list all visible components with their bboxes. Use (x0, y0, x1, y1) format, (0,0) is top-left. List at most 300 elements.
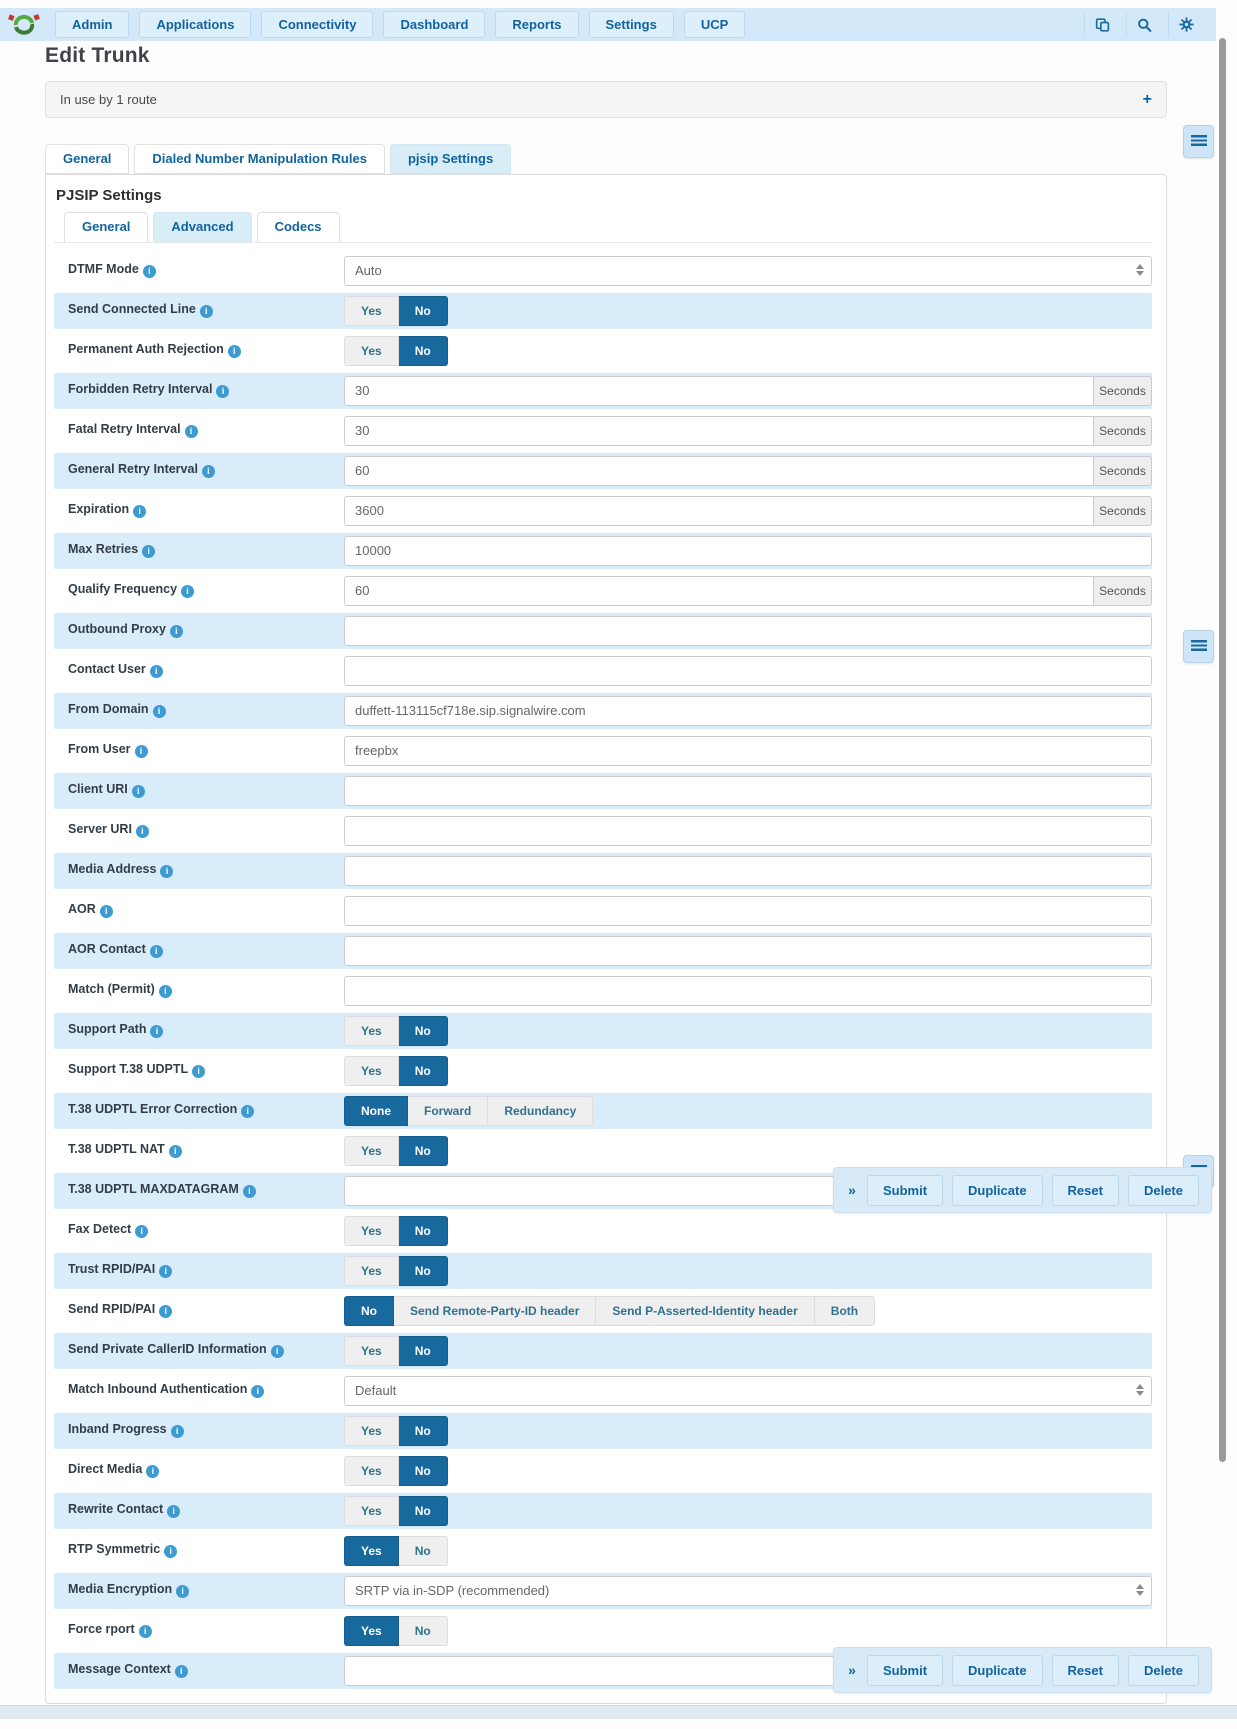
field-label: Media Address (68, 862, 157, 876)
info-icon[interactable]: i (251, 1385, 264, 1398)
support-path-option-no[interactable]: No (399, 1016, 448, 1046)
trunk-tabs (45, 144, 1167, 174)
field-label: Expiration (68, 502, 130, 516)
menu-item-admin[interactable]: Admin (55, 11, 129, 38)
form-row-from-domain (54, 693, 1152, 729)
menu-item-settings[interactable]: Settings (589, 11, 674, 38)
info-icon[interactable]: i (167, 1505, 180, 1518)
field-label-cell (54, 1333, 344, 1369)
field-label-cell (54, 653, 344, 689)
field-control-cell (344, 1133, 1152, 1169)
field-label-cell (54, 293, 344, 329)
main-menu (55, 11, 745, 38)
select-arrows-icon (1136, 1584, 1144, 1596)
form-row-force-rport (54, 1613, 1152, 1649)
send-rpid-pai-option-send-p-asserted-identity-header[interactable]: Send P-Asserted-Identity header (596, 1296, 814, 1326)
field-control-cell (344, 533, 1152, 569)
field-label-cell (54, 1573, 344, 1609)
force-rport-option-no[interactable]: No (399, 1616, 448, 1646)
info-icon[interactable]: i (135, 745, 148, 758)
send-rpid-pai-option-send-remote-party-id-header[interactable]: Send Remote-Party-ID header (394, 1296, 596, 1326)
tab-advanced[interactable]: Advanced (153, 212, 251, 242)
info-icon[interactable]: i (150, 945, 163, 958)
form-row-message-context (54, 1653, 1183, 1689)
field-label: Forbidden Retry Interval (68, 382, 213, 396)
info-icon[interactable]: i (146, 1465, 159, 1478)
field-control-cell (344, 293, 1152, 329)
form-row-outbound-proxy (54, 613, 1152, 649)
form-row-t-38-udptl-maxdatagram (54, 1173, 1183, 1209)
field-label: Match Inbound Authentication (68, 1382, 248, 1396)
rtp-symmetric-option-no[interactable]: No (399, 1536, 448, 1566)
permanent-auth-rejection-option-yes[interactable]: Yes (344, 336, 399, 366)
unit-addon: Seconds (1094, 576, 1152, 606)
fax-detect-option-no[interactable]: No (399, 1216, 448, 1246)
unit-addon: Seconds (1094, 456, 1152, 486)
select-arrows-icon (1136, 1384, 1144, 1396)
permanent-auth-rejection-option-no[interactable]: No (399, 336, 448, 366)
form-row-send-rpid-pai (54, 1293, 1152, 1329)
collapse-icon[interactable]: » (848, 1182, 856, 1198)
field-label-cell (54, 1293, 344, 1329)
info-icon[interactable]: i (243, 1185, 256, 1198)
match-inbound-authentication-select[interactable] (344, 1376, 1152, 1406)
field-control-cell (344, 373, 1152, 409)
expiration-input-group (344, 496, 1152, 526)
field-control-cell (344, 613, 1152, 649)
field-control-cell (344, 1533, 1152, 1569)
field-label-cell (54, 1373, 344, 1409)
field-control-cell (344, 933, 1152, 969)
qualify-frequency-input[interactable]: 60 (344, 576, 1094, 606)
aor-contact-input[interactable] (344, 936, 1152, 966)
field-label-cell (54, 333, 344, 369)
info-icon[interactable]: i (181, 585, 194, 598)
field-label: Fax Detect (68, 1222, 132, 1236)
field-label: Media Encryption (68, 1582, 173, 1596)
navbar-icons (1084, 12, 1194, 37)
media-encryption-select[interactable] (344, 1576, 1152, 1606)
form-row-server-uri (54, 813, 1152, 849)
menu-item-reports[interactable]: Reports (495, 11, 578, 38)
t-38-udptl-error-correction-option-none[interactable]: None (344, 1096, 408, 1126)
field-control-cell (344, 253, 1152, 289)
info-icon[interactable]: i (136, 825, 149, 838)
side-panel-toggle-button[interactable] (1183, 125, 1214, 158)
field-label-cell (54, 1613, 344, 1649)
field-label: Send Connected Line (68, 302, 196, 316)
section-heading: PJSIP Settings (56, 187, 162, 204)
field-label: RTP Symmetric (68, 1542, 161, 1556)
form-row-send-private-callerid-information (54, 1333, 1152, 1369)
field-label-cell (54, 453, 344, 489)
info-icon[interactable]: i (216, 385, 229, 398)
from-user-input[interactable]: freepbx (344, 736, 1152, 766)
direct-media-option-no[interactable]: No (399, 1456, 448, 1486)
floating-action-bar (833, 1647, 1212, 1693)
field-control-cell (344, 1453, 1152, 1489)
form-row-support-t-38-udptl (54, 1053, 1152, 1089)
aor-contact-input-group (344, 936, 1152, 966)
field-label-cell (54, 533, 344, 569)
reset-button[interactable]: Reset (1052, 1655, 1119, 1686)
field-label: Send RPID/PAI (68, 1302, 156, 1316)
fatal-retry-interval-input[interactable]: 30 (344, 416, 1094, 446)
support-t-38-udptl-option-no[interactable]: No (399, 1056, 448, 1086)
form-row-media-address (54, 853, 1152, 889)
field-label-cell (54, 1133, 344, 1169)
fatal-retry-interval-input-group (344, 416, 1152, 446)
field-control-cell (344, 1013, 1152, 1049)
selected-value: SRTP via in-SDP (recommended) (355, 1583, 550, 1598)
delete-button[interactable]: Delete (1128, 1175, 1199, 1206)
info-icon[interactable]: i (200, 305, 213, 318)
freepbx-logo[interactable] (8, 11, 40, 38)
force-rport-option-yes[interactable]: Yes (344, 1616, 399, 1646)
info-icon[interactable]: i (176, 1585, 189, 1598)
info-icon[interactable]: i (159, 985, 172, 998)
info-icon[interactable]: i (159, 1305, 172, 1318)
general-retry-interval-input-group (344, 456, 1152, 486)
side-panel-toggle-button[interactable] (1183, 630, 1214, 663)
field-label: Trust RPID/PAI (68, 1262, 156, 1276)
freepbx-logo-glyph (8, 11, 40, 38)
rtp-symmetric-options (344, 1536, 448, 1566)
send-private-callerid-information-options (344, 1336, 448, 1366)
qualify-frequency-input-group (344, 576, 1152, 606)
field-control-cell (344, 333, 1152, 369)
info-icon[interactable]: i (164, 1545, 177, 1558)
t-38-udptl-error-correction-option-redundancy[interactable]: Redundancy (488, 1096, 593, 1126)
form-row-general-retry-interval (54, 453, 1152, 489)
info-icon[interactable]: i (150, 1025, 163, 1038)
send-rpid-pai-option-both[interactable]: Both (815, 1296, 875, 1326)
rewrite-contact-options (344, 1496, 448, 1526)
media-address-input[interactable] (344, 856, 1152, 886)
from-domain-input-group (344, 696, 1152, 726)
field-label-cell (54, 373, 344, 409)
pjsip-subtabs (54, 212, 1152, 243)
menu-item-dashboard[interactable]: Dashboard (383, 11, 485, 38)
info-icon[interactable]: i (241, 1105, 254, 1118)
fax-detect-options (344, 1216, 448, 1246)
usage-notice[interactable] (45, 81, 1167, 118)
field-label: Message Context (68, 1662, 171, 1676)
duplicate-button[interactable]: Duplicate (952, 1175, 1043, 1206)
support-path-options (344, 1016, 448, 1046)
form-row-rtp-symmetric (54, 1533, 1152, 1569)
t-38-udptl-error-correction-option-forward[interactable]: Forward (408, 1096, 488, 1126)
vertical-scrollbar[interactable] (1219, 38, 1226, 1462)
field-label-cell (54, 733, 344, 769)
field-label: Support Path (68, 1022, 147, 1036)
field-control-cell (344, 1333, 1152, 1369)
client-uri-input[interactable] (344, 776, 1152, 806)
selected-value: Auto (355, 263, 382, 278)
tab-dialed-number-manipulation-rules[interactable]: Dialed Number Manipulation Rules (134, 144, 385, 174)
field-label-cell (54, 693, 344, 729)
field-label: Fatal Retry Interval (68, 422, 181, 436)
menu-item-ucp[interactable]: UCP (684, 11, 745, 38)
field-label-cell (54, 813, 344, 849)
page-content (45, 44, 1183, 1704)
form-row-direct-media (54, 1453, 1152, 1489)
t-38-udptl-nat-options (344, 1136, 448, 1166)
expiration-input[interactable]: 3600 (344, 496, 1094, 526)
dtmf-mode-select[interactable] (344, 256, 1152, 286)
pages-icon[interactable] (1084, 12, 1110, 37)
field-label-cell (54, 973, 344, 1009)
field-control-cell (344, 1373, 1152, 1409)
send-rpid-pai-options (344, 1296, 875, 1326)
send-private-callerid-information-option-no[interactable]: No (399, 1336, 448, 1366)
unit-addon: Seconds (1094, 416, 1152, 446)
field-label: AOR Contact (68, 942, 146, 956)
field-label-cell (54, 1053, 344, 1089)
form-row-match-inbound-authentication (54, 1373, 1152, 1409)
field-control-cell (344, 653, 1152, 689)
form-row-client-uri (54, 773, 1152, 809)
tab-general[interactable]: General (64, 212, 148, 242)
unit-addon: Seconds (1094, 376, 1152, 406)
pjsip-settings-panel (45, 174, 1183, 1704)
field-label: Outbound Proxy (68, 622, 166, 636)
info-icon[interactable]: i (171, 1425, 184, 1438)
field-label-cell (54, 1653, 344, 1689)
fax-detect-option-yes[interactable]: Yes (344, 1216, 399, 1246)
field-control-cell (344, 453, 1152, 489)
tab-general[interactable]: General (45, 144, 129, 174)
field-label-cell (54, 1013, 344, 1049)
send-connected-line-option-yes[interactable]: Yes (344, 296, 399, 326)
info-icon[interactable]: i (160, 865, 173, 878)
form-row-support-path (54, 1013, 1152, 1049)
rewrite-contact-option-yes[interactable]: Yes (344, 1496, 399, 1526)
field-control-cell (344, 1253, 1152, 1289)
max-retries-input[interactable]: 10000 (344, 536, 1152, 566)
gear-icon[interactable] (1168, 12, 1194, 37)
forbidden-retry-interval-input[interactable]: 30 (344, 376, 1094, 406)
server-uri-input-group (344, 816, 1152, 846)
info-icon[interactable]: i (175, 1665, 188, 1678)
send-connected-line-options (344, 296, 448, 326)
t-38-udptl-error-correction-options (344, 1096, 593, 1126)
submit-button[interactable]: Submit (867, 1655, 943, 1686)
field-label: AOR (68, 902, 96, 916)
send-private-callerid-information-option-yes[interactable]: Yes (344, 1336, 399, 1366)
field-label-cell (54, 1213, 344, 1249)
trust-rpid-pai-options (344, 1256, 448, 1286)
general-retry-interval-input[interactable]: 60 (344, 456, 1094, 486)
form-row-trust-rpid-pai (54, 1253, 1152, 1289)
field-control-cell (344, 1493, 1152, 1529)
field-label-cell (54, 893, 344, 929)
field-label-cell (54, 1493, 344, 1529)
t-38-udptl-nat-option-yes[interactable]: Yes (344, 1136, 399, 1166)
support-t-38-udptl-option-yes[interactable]: Yes (344, 1056, 399, 1086)
tab-codecs[interactable]: Codecs (257, 212, 340, 242)
field-label: Qualify Frequency (68, 582, 178, 596)
field-label: Max Retries (68, 542, 139, 556)
send-connected-line-option-no[interactable]: No (399, 296, 448, 326)
form-row-from-user (54, 733, 1152, 769)
field-control-cell (344, 1613, 1152, 1649)
field-control-cell (344, 973, 1152, 1009)
page-title: Edit Trunk (45, 44, 150, 67)
info-icon[interactable]: i (153, 705, 166, 718)
direct-media-options (344, 1456, 448, 1486)
form-row-t-38-udptl-nat (54, 1133, 1152, 1169)
info-icon[interactable]: i (185, 425, 198, 438)
reset-button[interactable]: Reset (1052, 1175, 1119, 1206)
trust-rpid-pai-option-no[interactable]: No (399, 1256, 448, 1286)
field-label-cell (54, 1533, 344, 1569)
field-label: Permanent Auth Rejection (68, 342, 224, 356)
field-label: DTMF Mode (68, 262, 139, 276)
rtp-symmetric-option-yes[interactable]: Yes (344, 1536, 399, 1566)
media-address-input-group (344, 856, 1152, 886)
outbound-proxy-input[interactable] (344, 616, 1152, 646)
inband-progress-options (344, 1416, 448, 1446)
contact-user-input[interactable] (344, 656, 1152, 686)
info-icon[interactable]: i (100, 905, 113, 918)
expand-icon[interactable]: + (1142, 91, 1152, 108)
info-icon[interactable]: i (192, 1065, 205, 1078)
unit-addon: Seconds (1094, 496, 1152, 526)
contact-user-input-group (344, 656, 1152, 686)
info-icon[interactable]: i (271, 1345, 284, 1358)
field-label-cell (54, 1173, 344, 1209)
footer-bar (0, 1705, 1237, 1719)
form-row-fatal-retry-interval (54, 413, 1152, 449)
form-row-permanent-auth-rejection (54, 333, 1152, 369)
info-icon[interactable]: i (150, 665, 163, 678)
field-label-cell (54, 1453, 344, 1489)
menu-item-applications[interactable]: Applications (139, 11, 251, 38)
tab-pjsip-settings[interactable]: pjsip Settings (390, 144, 511, 174)
form-row-rewrite-contact (54, 1493, 1152, 1529)
delete-button[interactable]: Delete (1128, 1655, 1199, 1686)
field-label: Force rport (68, 1622, 135, 1636)
submit-button[interactable]: Submit (867, 1175, 943, 1206)
select-arrows-icon (1136, 264, 1144, 276)
from-domain-input[interactable]: duffett-113115cf718e.sip.signalwire.com (344, 696, 1152, 726)
form-row-send-connected-line (54, 293, 1152, 329)
form-row-aor-contact (54, 933, 1152, 969)
aor-input[interactable] (344, 896, 1152, 926)
support-t-38-udptl-options (344, 1056, 448, 1086)
inband-progress-option-yes[interactable]: Yes (344, 1416, 399, 1446)
field-label: From User (68, 742, 131, 756)
field-label-cell (54, 613, 344, 649)
top-navbar (0, 8, 1216, 41)
forbidden-retry-interval-input-group (344, 376, 1152, 406)
rewrite-contact-option-no[interactable]: No (399, 1496, 448, 1526)
field-label-cell (54, 773, 344, 809)
field-control-cell (344, 573, 1152, 609)
field-label: Contact User (68, 662, 146, 676)
server-uri-input[interactable] (344, 816, 1152, 846)
form-row-fax-detect (54, 1213, 1152, 1249)
field-label: Server URI (68, 822, 132, 836)
send-rpid-pai-option-no[interactable]: No (344, 1296, 394, 1326)
aor-input-group (344, 896, 1152, 926)
field-label: T.38 UDPTL NAT (68, 1142, 165, 1156)
menu-item-connectivity[interactable]: Connectivity (261, 11, 373, 38)
field-label-cell (54, 1413, 344, 1449)
pjsip-advanced-form (54, 253, 1183, 1689)
info-icon[interactable]: i (139, 1625, 152, 1638)
selected-value: Default (355, 1383, 397, 1398)
field-label-cell (54, 493, 344, 529)
collapse-icon[interactable]: » (848, 1662, 856, 1678)
list-icon (1191, 135, 1207, 148)
search-icon[interactable] (1126, 12, 1152, 37)
field-label-cell (54, 413, 344, 449)
field-label: Client URI (68, 782, 128, 796)
field-control-cell (344, 693, 1152, 729)
inband-progress-option-no[interactable]: No (399, 1416, 448, 1446)
trust-rpid-pai-option-yes[interactable]: Yes (344, 1256, 399, 1286)
form-row-match-permit (54, 973, 1152, 1009)
field-label: Inband Progress (68, 1422, 167, 1436)
info-icon[interactable]: i (169, 1145, 182, 1158)
info-icon[interactable]: i (142, 545, 155, 558)
field-label: Match (Permit) (68, 982, 155, 996)
form-row-contact-user (54, 653, 1152, 689)
field-label: Direct Media (68, 1462, 143, 1476)
info-icon[interactable]: i (228, 345, 241, 358)
field-control-cell (344, 1413, 1152, 1449)
field-label-cell (54, 853, 344, 889)
field-label-cell (54, 253, 344, 289)
info-icon[interactable]: i (159, 1265, 172, 1278)
info-icon[interactable]: i (132, 785, 145, 798)
direct-media-option-yes[interactable]: Yes (344, 1456, 399, 1486)
match-permit-input[interactable] (344, 976, 1152, 1006)
field-control-cell (344, 493, 1152, 529)
info-icon[interactable]: i (202, 465, 215, 478)
from-user-input-group (344, 736, 1152, 766)
duplicate-button[interactable]: Duplicate (952, 1655, 1043, 1686)
field-label: T.38 UDPTL MAXDATAGRAM (68, 1182, 239, 1196)
support-path-option-yes[interactable]: Yes (344, 1016, 399, 1046)
field-label: T.38 UDPTL Error Correction (68, 1102, 238, 1116)
field-label-cell (54, 573, 344, 609)
max-retries-input-group (344, 536, 1152, 566)
field-control-cell (344, 773, 1152, 809)
permanent-auth-rejection-options (344, 336, 448, 366)
form-row-aor (54, 893, 1152, 929)
field-control-cell (344, 813, 1152, 849)
t-38-udptl-nat-option-no[interactable]: No (399, 1136, 448, 1166)
field-label-cell (54, 933, 344, 969)
field-control-cell (344, 1573, 1152, 1609)
floating-action-bar (833, 1167, 1212, 1213)
info-icon[interactable]: i (135, 1225, 148, 1238)
info-icon[interactable]: i (143, 265, 156, 278)
field-control-cell (344, 1053, 1152, 1089)
field-control-cell (344, 893, 1152, 929)
field-label: Support T.38 UDPTL (68, 1062, 189, 1076)
form-row-t-38-udptl-error-correction (54, 1093, 1152, 1129)
field-control-cell (344, 413, 1152, 449)
info-icon[interactable]: i (170, 625, 183, 638)
field-label: General Retry Interval (68, 462, 198, 476)
form-row-forbidden-retry-interval (54, 373, 1152, 409)
field-control-cell (344, 1293, 1152, 1329)
info-icon[interactable]: i (133, 505, 146, 518)
